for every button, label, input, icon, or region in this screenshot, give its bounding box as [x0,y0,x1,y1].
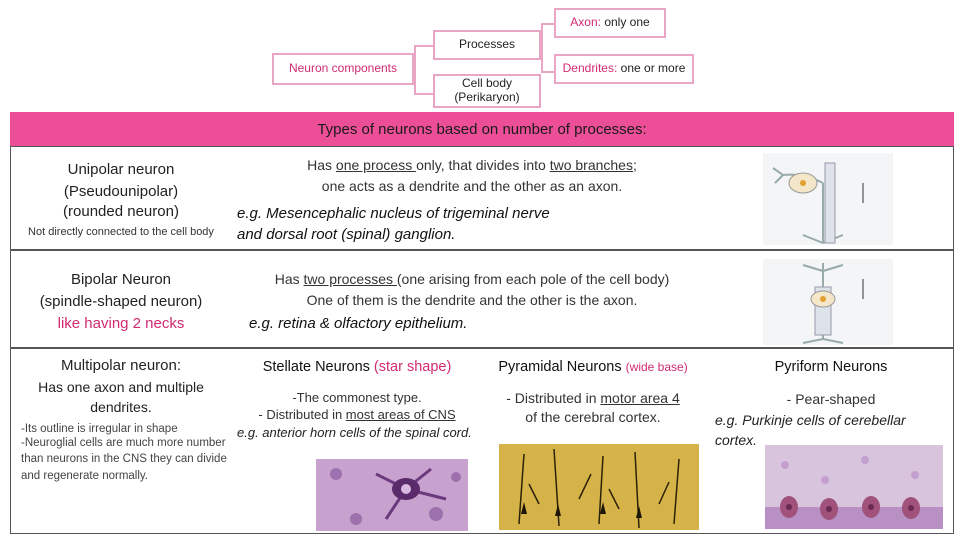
connector-left [414,45,435,95]
bipolar-shape: like having 2 necks [57,314,185,332]
cell-body-label: Cell body [461,76,513,91]
pyriform-eg: e.g. Purkinje cells of cerebellar cortex. [715,411,906,449]
multipolar-note1: -Its outline is irregular in shape [21,423,178,436]
stellate-line2-pre: - Distributed in [258,407,346,423]
dendrites-value: one or more [620,61,686,76]
pyramidal-line2: of the cerebral cortex. [525,409,661,426]
multipolar-note2: -Neuroglial cells are much more number than neurons in the CNS they can divide and regenerate normally. [21,437,227,482]
bipolar-neuron-illustration [763,259,893,345]
axon-value: only one [604,15,650,30]
bipolar-title: Bipolar Neuron [70,271,172,288]
bipolar-desc-pre: Has [274,271,304,287]
banner-title: Types of neurons based on number of processes: [317,120,647,138]
unipolar-desc [237,155,707,245]
stellate-line1: -The commonest type. [292,389,422,405]
bipolar-eg: e.g. retina & olfactory epithelium. [249,315,468,332]
stellate-shape: (star shape) [373,359,452,375]
unipolar-alt: (Pseudounipolar) [63,182,179,200]
pyriform-column [711,357,951,450]
pyriform-title: Pyriform Neurons [774,359,888,375]
perikaryon-label: (Perikaryon) [454,90,520,104]
multipolar-row [10,348,954,534]
unipolar-desc-u1: one process [335,157,417,173]
unipolar-desc-mid: only, that divides into [416,157,550,173]
pyramidal-column [483,357,703,428]
multipolar-sub: Has one axon and multiple dendrites. [38,378,204,416]
unipolar-desc-end: ; [632,157,637,173]
processes-label: Processes [458,37,516,52]
neuron-components-box [272,53,414,85]
bipolar-desc [237,269,707,332]
unipolar-desc-pre: Has [307,157,336,173]
pyramidal-title: Pyramidal Neurons [498,359,622,375]
bipolar-alt: (spindle-shaped neuron) [39,292,203,310]
stellate-micrograph [316,459,468,531]
pyramidal-micrograph [499,444,699,530]
stellate-column [237,357,477,441]
stellate-line2-u: most areas of CNS [345,407,456,423]
unipolar-shape: (rounded neuron) [63,202,179,220]
pyramidal-line1-u: motor area 4 [600,389,680,406]
bipolar-desc-line2: One of them is the dendrite and the other is the axon. [306,292,638,308]
unipolar-desc-u2: two branches [549,157,633,173]
connector-right [541,23,556,73]
unipolar-neuron-illustration [763,153,893,245]
unipolar-eg2: and dorsal root (spinal) ganglion. [237,226,456,243]
bipolar-desc-end: (one arising from each pole of the cell body) [396,271,670,287]
bipolar-label [15,269,227,334]
stellate-eg: e.g. anterior horn cells of the spinal cord. [237,424,472,440]
multipolar-label [15,355,227,484]
unipolar-note: Not directly connected to the cell body [28,225,214,238]
axon-box [554,8,666,38]
dendrites-box [554,54,694,84]
cell-body-box [433,74,541,108]
stellate-title: Stellate Neurons [262,359,370,375]
unipolar-eg1: e.g. Mesencephalic nucleus of trigeminal nerve [237,205,550,222]
bipolar-row [10,250,954,348]
unipolar-title: Unipolar neuron [67,161,175,178]
types-banner [10,112,954,146]
pyriform-micrograph [765,445,943,529]
pyramidal-line1-pre: - Distributed in [506,389,601,406]
unipolar-label [15,159,227,240]
bipolar-desc-u: two processes [303,271,397,287]
unipolar-row [10,146,954,250]
pyramidal-shape: (wide base) [625,360,688,374]
dendrites-label: Dendrites: [562,61,618,76]
neuron-components-label: Neuron components [288,61,398,76]
multipolar-title: Multipolar neuron: [60,357,182,374]
unipolar-desc-line2: one acts as a dendrite and the other as an axon. [321,178,623,194]
processes-box [433,30,541,60]
axon-label: Axon: [570,15,601,30]
pyriform-line1: - Pear-shaped [786,390,876,407]
